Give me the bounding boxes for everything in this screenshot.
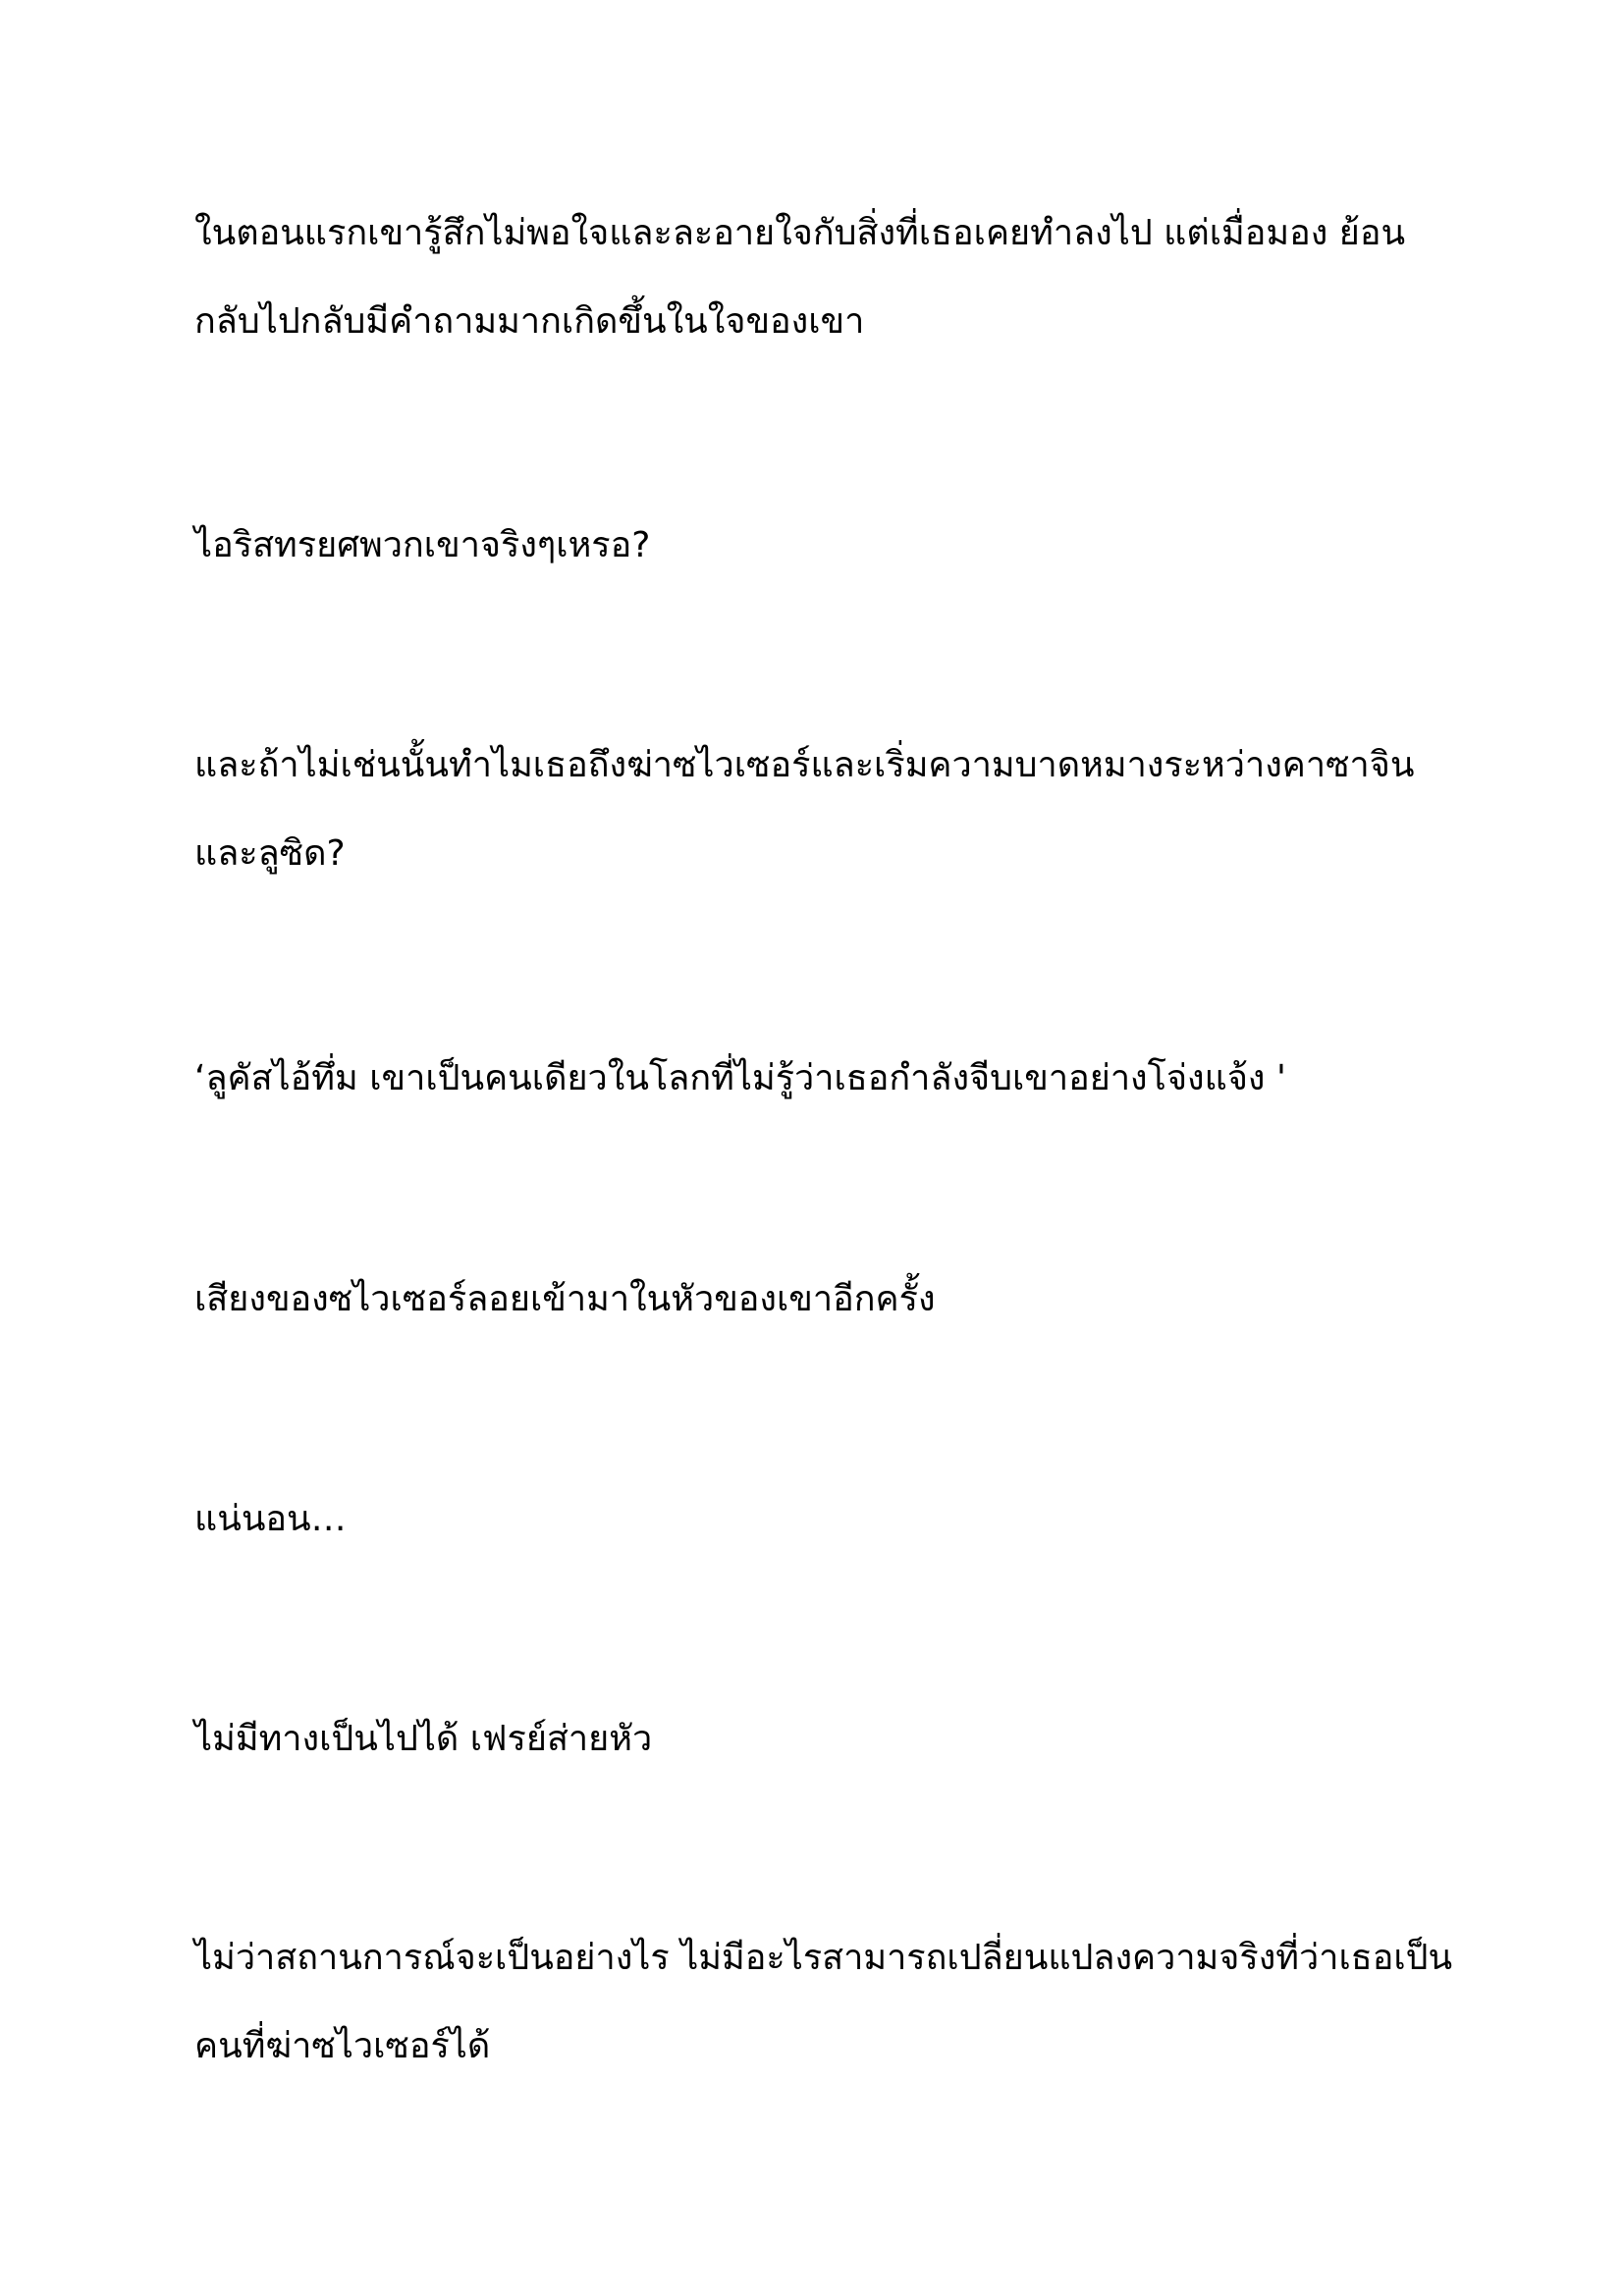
paragraph-2: ไอริสทรยศพวกเขาจริงๆเหรอ? [194,525,651,565]
paragraph-3: และถ้าไม่เช่นนั้นทำไมเธอถึงฆ่าซไวเซอร์และเริ่มความบาดหมางระหว่างคาซาจิน และลูซิด? [194,745,1415,874]
paragraph-6: แน่นอน… [194,1499,347,1539]
paragraph-1: ในตอนแรกเขารู้สึกไม่พอใจและละอายใจกับสิ่งที่เธอเคยทำลงไป แต่เมื่อมอง ย้อนกลับไปกลับมีคำถามมากเกิดขึ้นในใจของเขา [194,213,1406,342]
paragraph-5: เสียงของซไวเซอร์ลอยเข้ามาในหัวของเขาอีกครั้ง [194,1279,936,1319]
paragraph-8: ไม่ว่าสถานการณ์จะเป็นอย่างไร ไม่มีอะไรสามารถเปลี่ยนแปลงความจริงที่ว่าเธอเป็น คนที่ฆ่าซไวเซอร์ได้ [194,1938,1453,2066]
paragraph-7: ไม่มีทางเป็นไปได้ เฟรย์ส่ายหัว [194,1719,653,1759]
paragraph-4: ‘ลูคัสไอ้ทึ่ม เขาเป็นคนเดียวในโลกที่ไม่รู้ว่าเธอกำลังจีบเขาอย่างโจ่งแจ้ง ' [194,1058,1286,1098]
